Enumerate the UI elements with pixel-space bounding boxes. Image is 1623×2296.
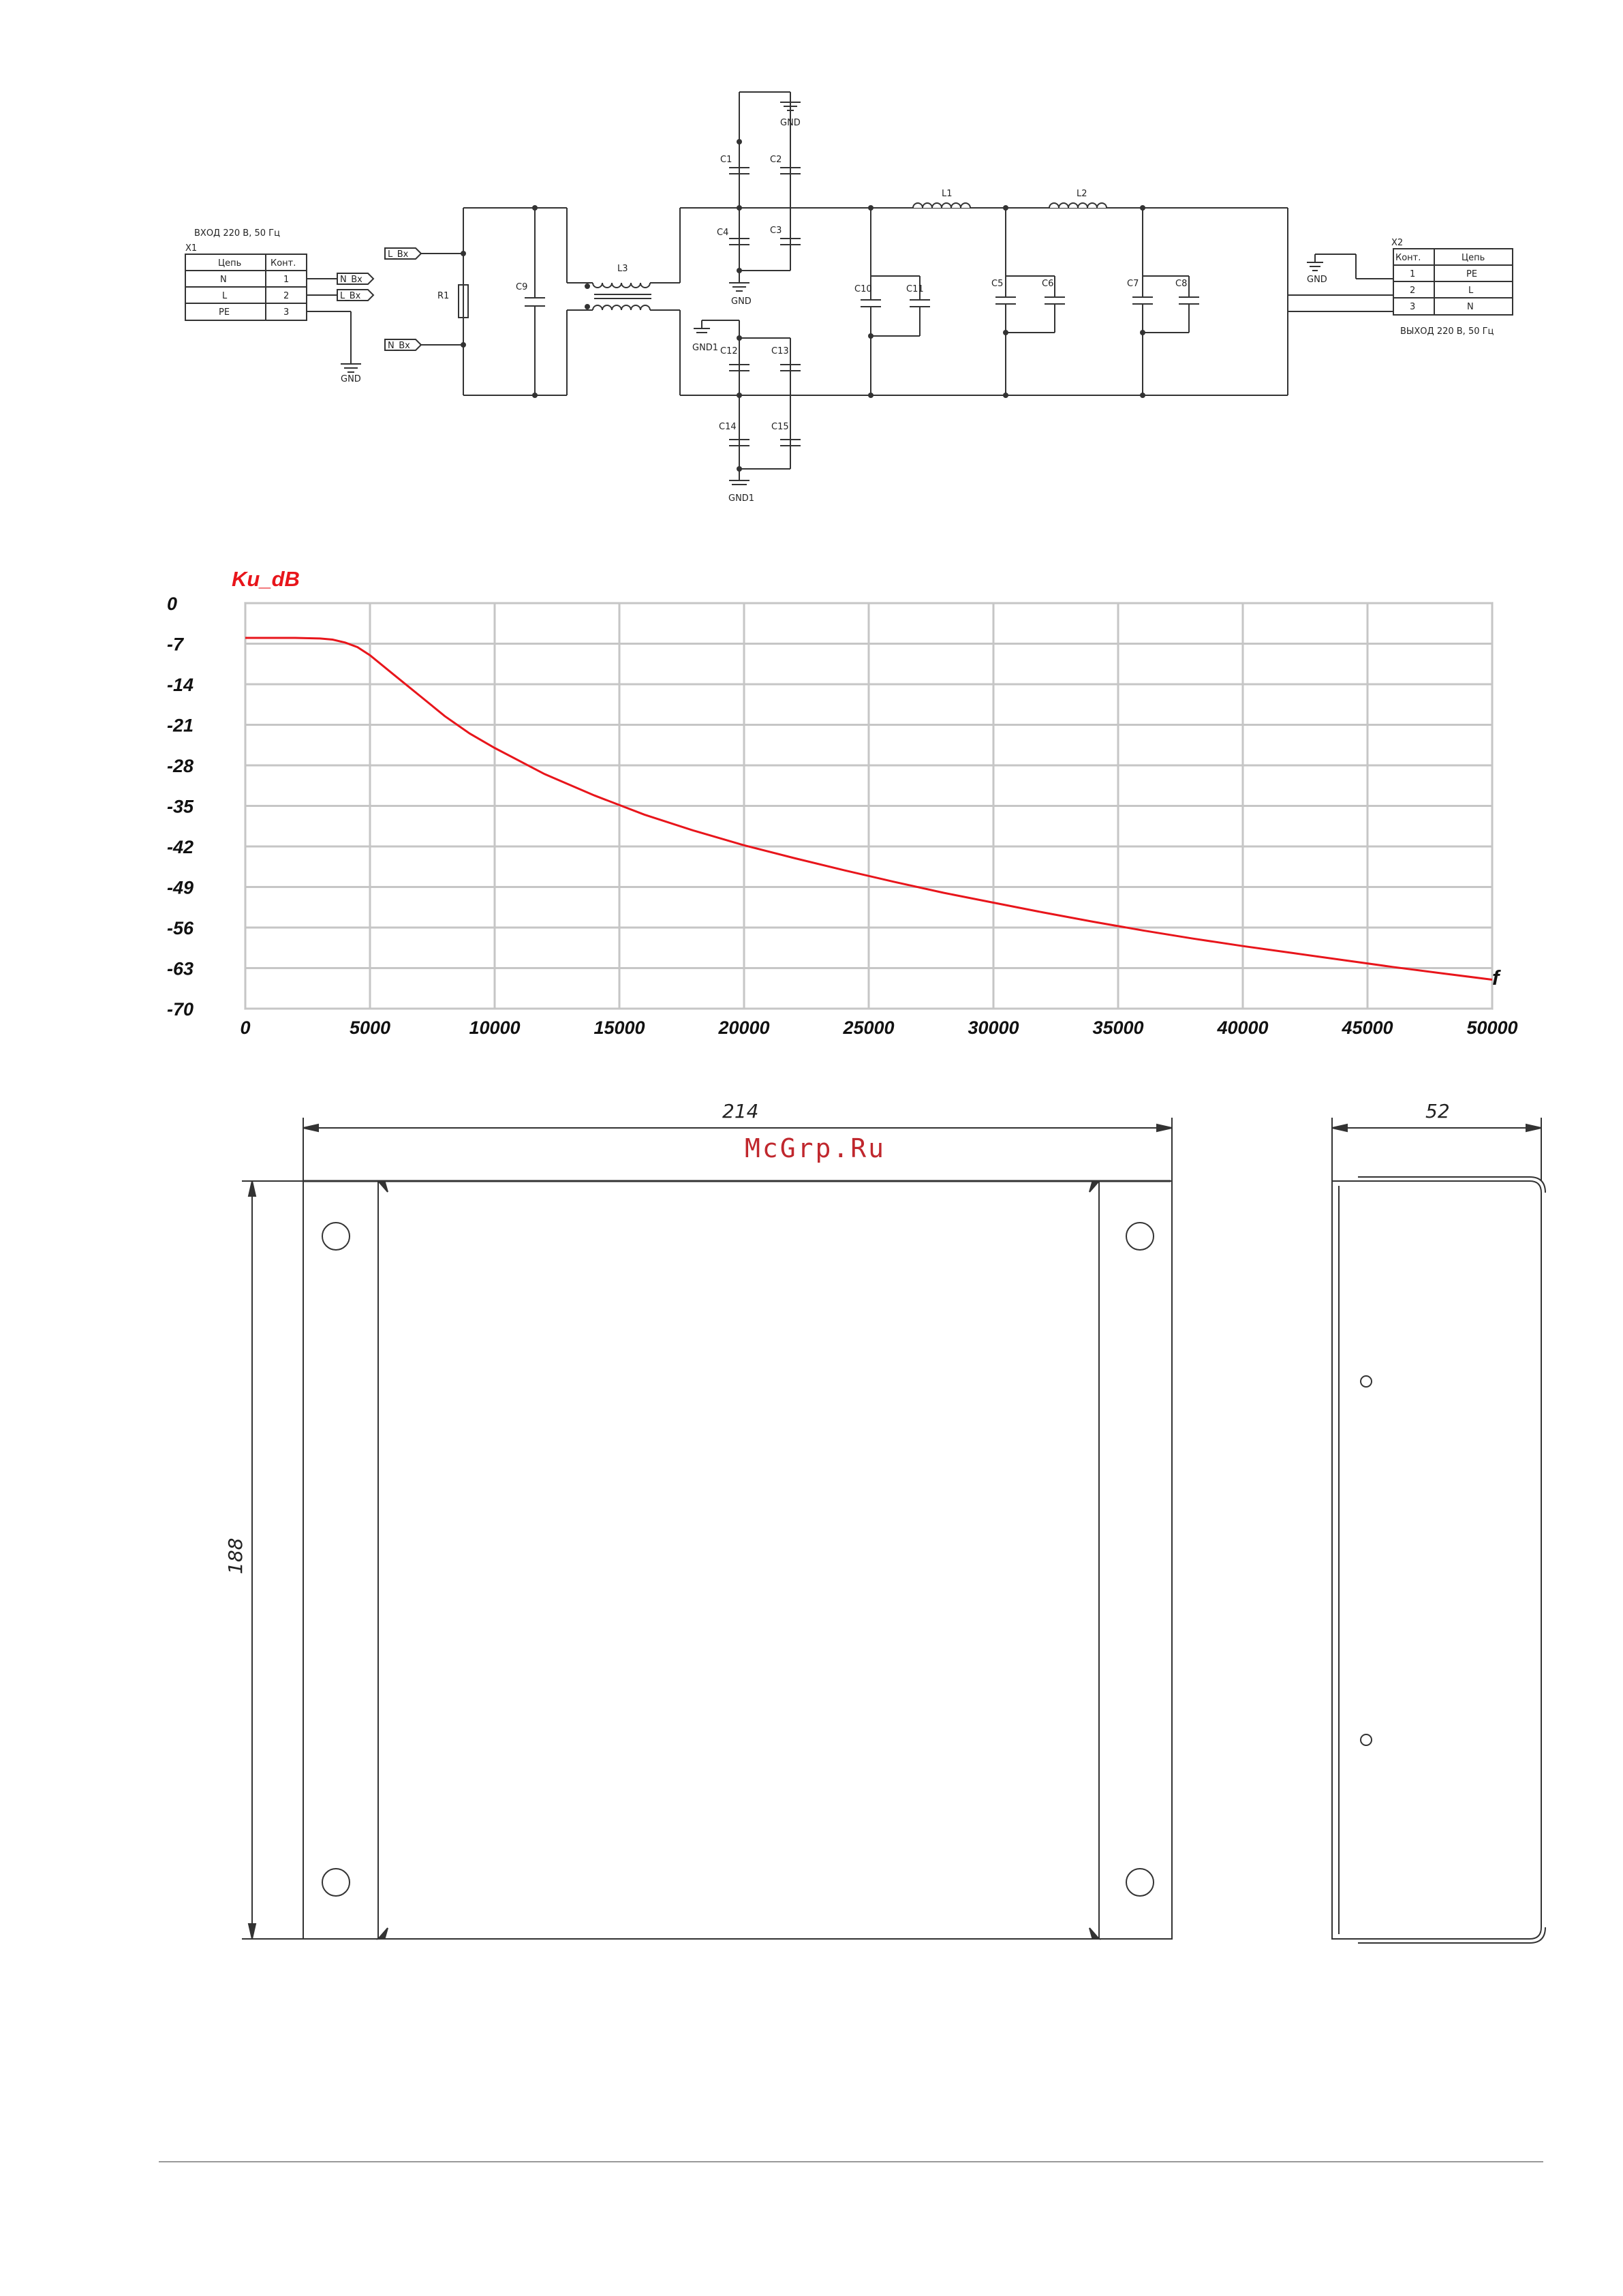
x-axis-label: f bbox=[1492, 966, 1500, 990]
l2-label: L2 bbox=[1077, 189, 1087, 199]
chart-grid bbox=[245, 603, 1492, 1009]
c2-label: C2 bbox=[770, 155, 782, 165]
x1-row3-pin: 3 bbox=[283, 307, 290, 318]
c14-label: C14 bbox=[719, 422, 737, 432]
port-l-in: L_Вх bbox=[388, 249, 409, 260]
c9-label: C9 bbox=[516, 282, 528, 292]
side-view bbox=[1332, 1177, 1545, 1943]
x-tick-label: 30000 bbox=[968, 1017, 1019, 1038]
x2-ref: X2 bbox=[1391, 238, 1404, 248]
c10-label: C10 bbox=[854, 284, 872, 294]
output-title: ВЫХОД 220 В, 50 Гц bbox=[1400, 326, 1494, 337]
x1-row1-net: N bbox=[220, 275, 227, 285]
c15-label: C15 bbox=[771, 422, 789, 432]
c3-label: C3 bbox=[770, 226, 782, 236]
x-tick-label: 15000 bbox=[593, 1017, 645, 1038]
gnd1-mid-label: GND1 bbox=[692, 343, 719, 353]
x-tick-label: 5000 bbox=[349, 1017, 391, 1038]
y-tick-label: -28 bbox=[167, 756, 194, 776]
x2-row1-net: PE bbox=[1466, 269, 1478, 279]
schematic bbox=[185, 92, 1513, 504]
c12-label: C12 bbox=[720, 346, 738, 356]
y-tick-label: -63 bbox=[167, 958, 194, 979]
x2-header-net: Цепь bbox=[1462, 253, 1485, 263]
x-tick-labels bbox=[240, 1017, 1517, 1038]
c11-label: C11 bbox=[906, 284, 924, 294]
r1-label: R1 bbox=[437, 291, 450, 301]
c1-label: C1 bbox=[720, 155, 732, 165]
x-tick-label: 25000 bbox=[843, 1017, 895, 1038]
y-tick-label: -14 bbox=[167, 675, 194, 695]
y-tick-label: -42 bbox=[167, 837, 194, 857]
x-tick-label: 10000 bbox=[469, 1017, 521, 1038]
x1-gnd-label: GND bbox=[341, 374, 361, 384]
x-tick-label: 40000 bbox=[1217, 1017, 1269, 1038]
x1-port-n: N_Вх bbox=[340, 275, 362, 285]
x2-row2-net: L bbox=[1468, 286, 1474, 296]
x-tick-label: 0 bbox=[240, 1017, 251, 1038]
y-tick-label: 0 bbox=[167, 594, 178, 614]
c13-label: C13 bbox=[771, 346, 789, 356]
x1-row3-net: PE bbox=[219, 307, 230, 318]
y-tick-label: -7 bbox=[167, 634, 184, 655]
gnd-top-label: GND bbox=[780, 118, 801, 128]
x2-row3-net: N bbox=[1467, 302, 1474, 312]
c6-label: C6 bbox=[1042, 279, 1054, 289]
x-tick-label: 45000 bbox=[1342, 1017, 1393, 1038]
x1-row2-pin: 2 bbox=[283, 291, 290, 301]
x2-row1-pin: 1 bbox=[1410, 269, 1416, 279]
y-tick-label: -70 bbox=[167, 999, 194, 1020]
port-n-in: N_Вх bbox=[388, 341, 410, 351]
gnd-mid-label: GND bbox=[731, 296, 752, 307]
c4-label: C4 bbox=[717, 228, 729, 238]
dim-height: 188 bbox=[224, 1537, 247, 1574]
dim-side-width: 52 bbox=[1425, 1100, 1450, 1122]
x1-row1-pin: 1 bbox=[283, 275, 290, 285]
x1-header-net: Цепь bbox=[218, 258, 242, 269]
attenuation-chart bbox=[167, 567, 1518, 1038]
c7-label: C7 bbox=[1127, 279, 1139, 289]
y-axis-label: Ku_dB bbox=[232, 567, 300, 591]
x-tick-label: 20000 bbox=[718, 1017, 770, 1038]
x-tick-label: 35000 bbox=[1092, 1017, 1144, 1038]
y-tick-label: -35 bbox=[167, 796, 194, 817]
watermark-text: McGrp.Ru bbox=[745, 1133, 886, 1163]
x2-row2-pin: 2 bbox=[1410, 286, 1416, 296]
l3-label: L3 bbox=[617, 264, 628, 274]
x1-port-l: L_Вх bbox=[340, 291, 361, 301]
gnd1-bottom-label: GND1 bbox=[728, 493, 755, 504]
front-view bbox=[303, 1181, 1172, 1939]
c8-label: C8 bbox=[1175, 279, 1188, 289]
y-tick-label: -21 bbox=[167, 715, 194, 736]
enclosure-drawing bbox=[224, 1100, 1545, 1943]
x1-header-pin: Конт. bbox=[270, 258, 296, 269]
l1-label: L1 bbox=[942, 189, 953, 199]
x1-row2-net: L bbox=[222, 291, 228, 301]
y-tick-label: -49 bbox=[167, 877, 194, 898]
y-tick-labels bbox=[167, 594, 194, 1020]
x2-header-pin: Конт. bbox=[1395, 253, 1421, 263]
x-tick-label: 50000 bbox=[1466, 1017, 1518, 1038]
x2-row3-pin: 3 bbox=[1410, 302, 1416, 312]
x2-gnd-label: GND bbox=[1307, 275, 1327, 285]
y-tick-label: -56 bbox=[167, 918, 194, 938]
c5-label: C5 bbox=[991, 279, 1004, 289]
x1-ref: X1 bbox=[185, 243, 198, 254]
dim-width: 214 bbox=[722, 1100, 759, 1122]
input-title: ВХОД 220 В, 50 Гц bbox=[194, 228, 280, 239]
